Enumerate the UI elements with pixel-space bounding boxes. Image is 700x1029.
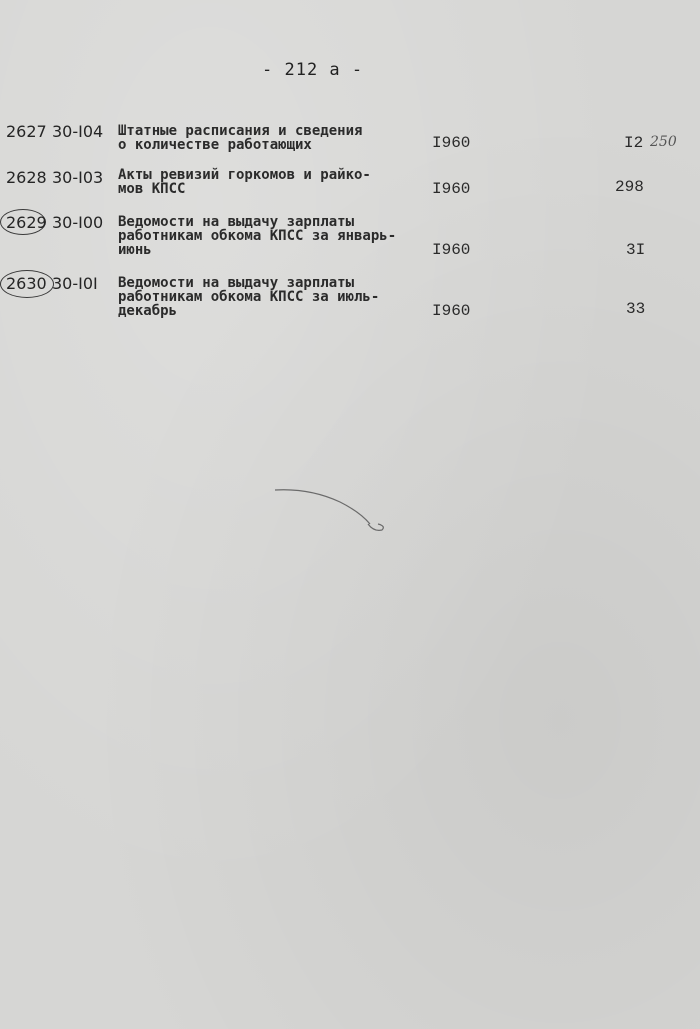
entry-count: I2 <box>624 134 644 152</box>
entry-number: 2628 <box>6 168 47 187</box>
entry-number: 2630 <box>6 274 47 293</box>
entry-year: I960 <box>432 241 471 259</box>
entry-title: Ведомости на выдачу зарплаты работникам обкома КПСС за январь- июнь <box>118 214 397 258</box>
entry-code: 30-I0I <box>52 274 98 293</box>
entry-count: 33 <box>626 300 646 318</box>
entry-number: 2627 <box>6 122 47 141</box>
entry-code: 30-I04 <box>52 122 104 141</box>
entry-code: 30-I00 <box>52 213 104 232</box>
entry-year: I960 <box>432 134 471 152</box>
entry-count: 298 <box>615 178 644 196</box>
pencil-scribble-mark <box>270 480 400 540</box>
handwritten-count: 250 <box>650 134 677 150</box>
entry-title: Акты ревизий горкомов и райко- мов КПСС <box>118 167 371 197</box>
entry-title: Штатные расписания и сведения о количестве работающих <box>118 123 363 153</box>
page-number: - 212 а - <box>262 60 364 80</box>
entry-title: Ведомости на выдачу зарплаты работникам обкома КПСС за июль- декабрь <box>118 275 380 319</box>
entry-number: 2629 <box>6 213 47 232</box>
entry-year: I960 <box>432 180 471 198</box>
entry-year: I960 <box>432 302 471 320</box>
entry-code: 30-I03 <box>52 168 104 187</box>
entry-count: 3I <box>626 241 646 259</box>
